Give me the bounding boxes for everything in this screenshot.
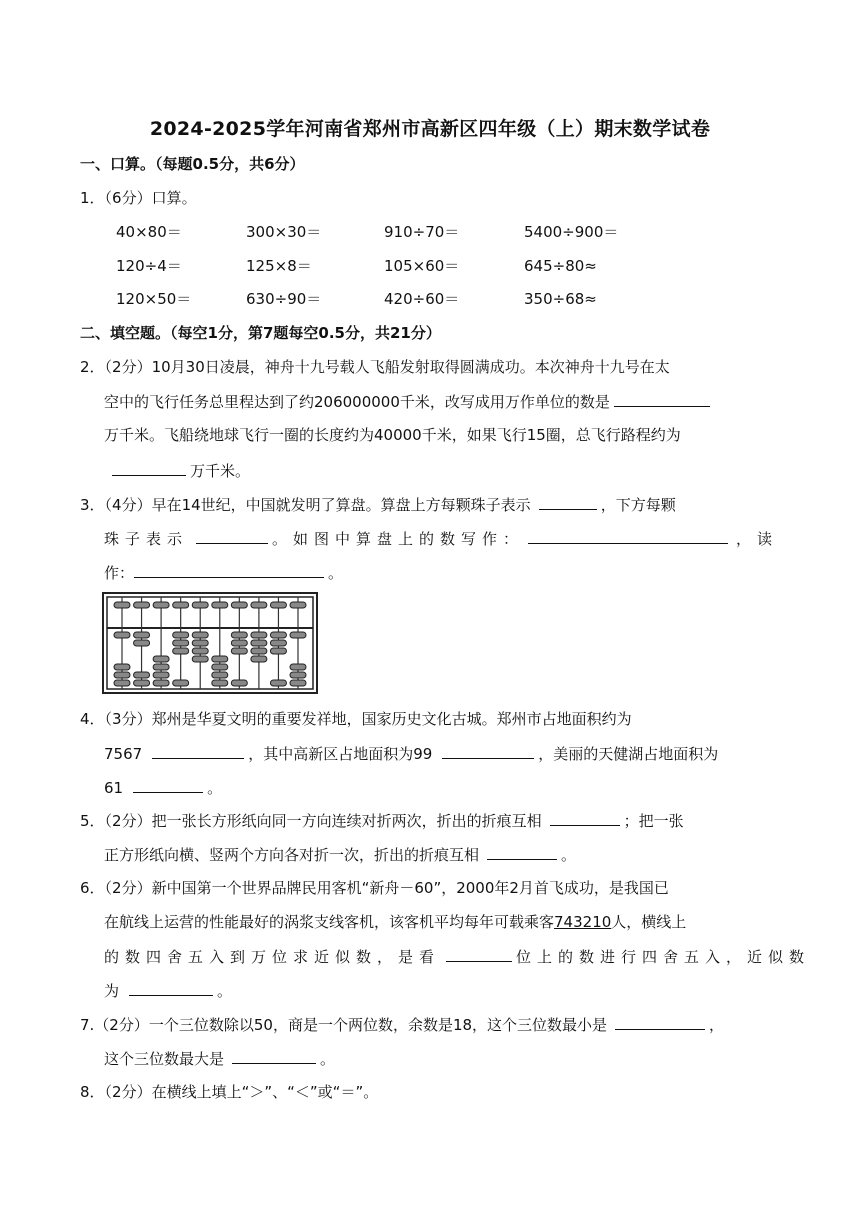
- abacus-upper-bead: [134, 602, 150, 608]
- q5-line-2: [104, 844, 576, 865]
- abacus-upper-bead: [290, 602, 306, 608]
- page-title: 2024-2025学年河南省郑州市高新区四年级（上）期末数学试卷: [149, 118, 711, 140]
- q4-line-3: [104, 777, 222, 798]
- q3-text: 。: [328, 564, 344, 582]
- abacus-lower-bead: [290, 632, 306, 638]
- abacus-lower-bead: [153, 664, 169, 670]
- q4-blank-3[interactable]: [133, 777, 203, 793]
- abacus-upper-bead: [212, 602, 228, 608]
- q6-underlined-number: 743210: [554, 913, 612, 931]
- abacus-lower-bead: [231, 640, 247, 646]
- q1-item: 350÷68≈: [524, 290, 597, 308]
- q1-item: 5400÷900＝: [524, 223, 619, 241]
- abacus-lower-bead: [173, 632, 189, 638]
- q3-line-3: [104, 562, 343, 583]
- q6-text: 在航线上运营的性能最好的涡浆支线客机，该客机平均每年可载乘客: [104, 913, 555, 931]
- q6-blank-2[interactable]: [129, 980, 213, 996]
- q1-item: 105×60＝: [384, 257, 460, 275]
- abacus-lower-bead: [153, 656, 169, 662]
- abacus-lower-bead: [134, 632, 150, 638]
- abacus-lower-bead: [212, 680, 228, 686]
- q3-blank-1[interactable]: [539, 494, 597, 510]
- q3-text: ，下方每颗: [600, 496, 676, 514]
- abacus-lower-bead: [270, 680, 286, 686]
- q3-line-1: [80, 494, 676, 515]
- q4-text: ，美丽的天健湖占地面积为: [538, 745, 719, 763]
- q3-text: 珠子表示: [104, 530, 189, 548]
- abacus-lower-bead: [192, 632, 208, 638]
- section-2-heading: 二、填空题。（每空1分，第7题每空0.5分，共21分）: [80, 324, 441, 342]
- q6-line-4: [104, 980, 232, 1001]
- abacus-lower-bead: [231, 648, 247, 654]
- abacus-upper-bead: [231, 602, 247, 608]
- q7-text: 。: [320, 1050, 336, 1068]
- q2-line-3: 万千米。飞船绕地球飞行一圈的长度约为40000千米，如果飞行15圈，总飞行路程约为: [104, 426, 681, 444]
- q4-line-1: 4．（3分）郑州是华夏文明的重要发祥地，国家历史文化古城。郑州市占地面积约为: [80, 710, 632, 728]
- q2-blank-2[interactable]: [112, 460, 186, 476]
- q7-text: 7.（2分）一个三位数除以50，商是一个两位数，余数是18，这个三位数最小是: [80, 1016, 608, 1034]
- q6-text: 。: [217, 982, 233, 1000]
- q3-blank-4[interactable]: [134, 562, 324, 578]
- q8-line-1: 8．（2分）在横线上填上“＞”、“＜”或“＝”。: [80, 1083, 379, 1101]
- q2-line-2: [104, 391, 714, 412]
- abacus-lower-bead: [212, 656, 228, 662]
- abacus-lower-bead: [270, 632, 286, 638]
- abacus-lower-bead: [173, 640, 189, 646]
- q4-blank-1[interactable]: [152, 743, 244, 759]
- abacus-lower-bead: [153, 672, 169, 678]
- q3-blank-2[interactable]: [196, 528, 268, 544]
- q1-item: 125×8＝: [246, 257, 312, 275]
- section-1-heading: 一、口算。（每题0.5分，共6分）: [80, 155, 305, 173]
- q6-line-3: [104, 946, 810, 967]
- abacus-upper-bead: [114, 602, 130, 608]
- q4-text: 7567: [104, 745, 143, 763]
- abacus-upper-bead: [270, 602, 286, 608]
- abacus-lower-bead: [114, 664, 130, 670]
- q7-blank-2[interactable]: [232, 1048, 316, 1064]
- q5-line-1: [80, 810, 684, 831]
- abacus-lower-bead: [212, 664, 228, 670]
- abacus-lower-bead: [270, 640, 286, 646]
- abacus-lower-bead: [134, 680, 150, 686]
- q1-item: 120×50＝: [116, 290, 192, 308]
- abacus-lower-bead: [134, 672, 150, 678]
- abacus-lower-bead: [153, 680, 169, 686]
- q7-text: ，: [709, 1016, 725, 1034]
- abacus-lower-bead: [251, 640, 267, 646]
- q5-blank-2[interactable]: [487, 844, 557, 860]
- q3-text: ，读: [736, 530, 779, 548]
- q3-blank-3[interactable]: [528, 528, 728, 544]
- q4-blank-2[interactable]: [442, 743, 534, 759]
- q2-text: 空中的飞行任务总里程达到了约206000000千米，改写成用万作单位的数是: [104, 393, 610, 411]
- q2-line-1: 2．（2分）10月30日凌晨，神舟十九号载人飞船发射取得圆满成功。本次神舟十九号在太: [80, 358, 670, 376]
- q4-text: ，其中高新区占地面积为99: [248, 745, 433, 763]
- abacus-lower-bead: [134, 640, 150, 646]
- q5-text: 。: [561, 846, 577, 864]
- q1-item: 420÷60＝: [384, 290, 460, 308]
- abacus-lower-bead: [231, 680, 247, 686]
- q5-blank-1[interactable]: [550, 810, 620, 826]
- abacus-upper-bead: [192, 602, 208, 608]
- abacus-lower-bead: [231, 632, 247, 638]
- abacus-lower-bead: [251, 648, 267, 654]
- q4-text: 。: [207, 779, 223, 797]
- q6-line-1: 6．（2分）新中国第一个世界品牌民用客机“新舟－60”，2000年2月首飞成功，是我国已: [80, 879, 669, 897]
- q5-text: ；把一张: [623, 812, 684, 830]
- abacus-lower-bead: [290, 680, 306, 686]
- abacus-upper-bead: [173, 602, 189, 608]
- abacus-lower-bead: [192, 648, 208, 654]
- q4-line-2: [104, 743, 718, 764]
- q6-text: 为: [104, 982, 120, 1000]
- abacus-lower-bead: [114, 680, 130, 686]
- q1-label: 1．（6分）口算。: [80, 189, 197, 207]
- q5-text: 5．（2分）把一张长方形纸向同一方向连续对折两次，折出的折痕互相: [80, 812, 542, 830]
- abacus-lower-bead: [290, 672, 306, 678]
- abacus-lower-bead: [251, 632, 267, 638]
- q6-text: 位上的数进行四舍五入，近似数: [516, 948, 811, 966]
- q6-blank-1[interactable]: [446, 946, 512, 962]
- abacus-lower-bead: [114, 672, 130, 678]
- q1-item: 120÷4＝: [116, 257, 182, 275]
- abacus-lower-bead: [173, 648, 189, 654]
- abacus-lower-bead: [212, 672, 228, 678]
- abacus-lower-bead: [270, 648, 286, 654]
- q6-line-2: [104, 912, 686, 932]
- q6-text: 人，横线上: [611, 913, 687, 931]
- abacus-lower-bead: [192, 656, 208, 662]
- abacus-lower-bead: [114, 632, 130, 638]
- q1-item: 300×30＝: [246, 223, 322, 241]
- q3-line-2: [104, 528, 778, 549]
- q6-text: 的数四舍五入到万位求近似数，是看: [104, 948, 441, 966]
- q2-line-4: [112, 460, 250, 481]
- abacus-lower-bead: [251, 656, 267, 662]
- q7-line-2: [104, 1048, 335, 1069]
- q4-text: 61: [104, 779, 124, 797]
- q3-text: 3．（4分）早在14世纪，中国就发明了算盘。算盘上方每颗珠子表示: [80, 496, 531, 514]
- abacus-lower-bead: [290, 664, 306, 670]
- q3-text: 作：: [104, 564, 135, 582]
- abacus-upper-bead: [251, 602, 267, 608]
- abacus-lower-bead: [173, 680, 189, 686]
- abacus-lower-bead: [192, 640, 208, 646]
- q1-item: 645÷80≈: [524, 257, 597, 275]
- q7-blank-1[interactable]: [615, 1014, 705, 1030]
- q1-item: 630÷90＝: [246, 290, 322, 308]
- q5-text: 正方形纸向横、竖两个方向各对折一次，折出的折痕互相: [104, 846, 480, 864]
- abacus-upper-bead: [153, 602, 169, 608]
- q7-line-1: [80, 1014, 724, 1035]
- abacus-figure: [102, 592, 318, 694]
- q1-item: 910÷70＝: [384, 223, 460, 241]
- q3-text: 。如图中算盘上的数写作：: [272, 530, 525, 548]
- q2-blank-1[interactable]: [614, 391, 710, 407]
- q1-item: 40×80＝: [116, 223, 182, 241]
- q2-text: 万千米。: [190, 462, 251, 480]
- q7-text: 这个三位数最大是: [104, 1050, 225, 1068]
